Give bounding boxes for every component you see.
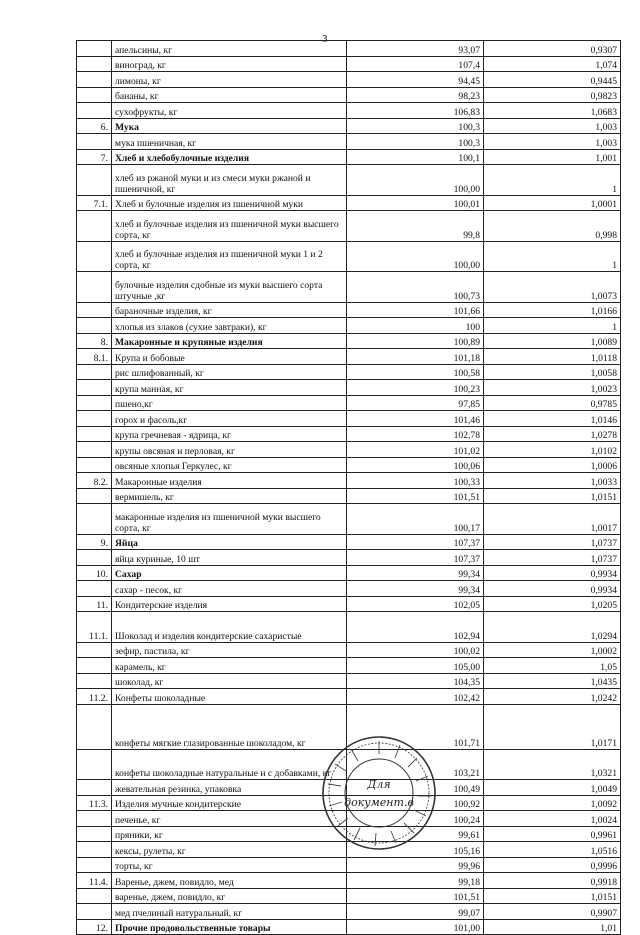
row-index-percent: 105,00 (347, 658, 484, 674)
row-coefficient: 1,0321 (484, 749, 621, 780)
row-name: конфеты мягкие глазированные шоколадом, кг (112, 704, 347, 749)
row-name: мука пшеничная, кг (112, 134, 347, 150)
row-index-percent: 100,00 (347, 165, 484, 196)
row-name: рис шлифованный, кг (112, 364, 347, 380)
page-number: 3 (322, 33, 328, 45)
table-row (77, 581, 621, 597)
row-coefficient: 1,0092 (484, 795, 621, 811)
row-index-percent: 100,06 (347, 457, 484, 473)
row-number (77, 488, 112, 504)
row-index-percent: 100,1 (347, 149, 484, 165)
row-number: 10. (77, 565, 112, 581)
row-name: хлопья из злаков (сухие завтраки), кг (112, 318, 347, 334)
row-index-percent: 98,23 (347, 87, 484, 103)
row-index-percent: 99,8 (347, 211, 484, 242)
row-index-percent: 102,05 (347, 596, 484, 612)
table-row (77, 488, 621, 504)
row-index-percent: 102,78 (347, 426, 484, 442)
row-name: зефир, пастила, кг (112, 642, 347, 658)
row-index-percent: 107,4 (347, 56, 484, 72)
row-index-percent: 99,18 (347, 873, 484, 889)
table-row (77, 658, 621, 674)
row-name: апельсины, кг (112, 41, 347, 57)
row-index-percent: 100 (347, 318, 484, 334)
row-name: карамель, кг (112, 658, 347, 674)
table-row (77, 673, 621, 689)
row-coefficient: 1,0242 (484, 689, 621, 705)
row-name: Сахар (112, 565, 347, 581)
row-index-percent: 100,73 (347, 272, 484, 303)
row-index-percent: 107,37 (347, 534, 484, 550)
row-index-percent: 106,83 (347, 103, 484, 119)
table-row (77, 333, 621, 349)
row-name: хлеб и булочные изделия из пшеничной муки 1 и 2 сорта, кг (112, 241, 347, 272)
row-name: пряники, кг (112, 826, 347, 842)
row-number: 8.2. (77, 473, 112, 489)
row-name: Кондитерские изделия (112, 596, 347, 612)
row-index-percent: 102,94 (347, 612, 484, 643)
row-name: шоколад, кг (112, 673, 347, 689)
table-row (77, 87, 621, 103)
row-number (77, 550, 112, 566)
row-number (77, 504, 112, 535)
row-number: 8.1. (77, 349, 112, 365)
row-number (77, 318, 112, 334)
row-index-percent: 99,61 (347, 826, 484, 842)
row-number (77, 811, 112, 827)
row-coefficient: 1,05 (484, 658, 621, 674)
row-index-percent: 101,46 (347, 411, 484, 427)
row-name: жевательная резинка, упаковка (112, 780, 347, 796)
table-row (77, 149, 621, 165)
row-coefficient: 1,0151 (484, 888, 621, 904)
row-name: Хлеб и хлебобулочные изделия (112, 149, 347, 165)
row-number (77, 673, 112, 689)
row-name: хлеб из ржаной муки и из смеси муки ржаной и пшеничной, кг (112, 165, 347, 196)
table-row (77, 504, 621, 535)
row-number (77, 780, 112, 796)
row-coefficient: 1,0737 (484, 550, 621, 566)
row-coefficient: 1,01 (484, 919, 621, 935)
row-name: торты, кг (112, 857, 347, 873)
row-name: Мука (112, 118, 347, 134)
row-index-percent: 100,92 (347, 795, 484, 811)
row-number (77, 380, 112, 396)
table-row (77, 565, 621, 581)
table-row (77, 550, 621, 566)
table-row (77, 302, 621, 318)
stamp-text-main: Для (367, 778, 391, 791)
row-coefficient: 1,0033 (484, 473, 621, 489)
row-number (77, 395, 112, 411)
row-index-percent: 100,3 (347, 134, 484, 150)
row-index-percent: 102,42 (347, 689, 484, 705)
row-number (77, 103, 112, 119)
row-name: конфеты шоколадные натуральные и с добавками, кг (112, 749, 347, 780)
row-number (77, 411, 112, 427)
row-index-percent: 97,85 (347, 395, 484, 411)
row-name: Изделия мучные кондитерские (112, 795, 347, 811)
row-number (77, 857, 112, 873)
row-name: варенье, джем, повидло, кг (112, 888, 347, 904)
row-index-percent: 100,02 (347, 642, 484, 658)
row-number: 11.1. (77, 612, 112, 643)
row-number: 9. (77, 534, 112, 550)
row-number (77, 302, 112, 318)
row-coefficient: 0,9785 (484, 395, 621, 411)
row-number (77, 241, 112, 272)
row-index-percent: 101,71 (347, 704, 484, 749)
table-row (77, 612, 621, 643)
row-name: виноград, кг (112, 56, 347, 72)
row-name: Варенье, джем, повидло, мед (112, 873, 347, 889)
row-coefficient: 1,074 (484, 56, 621, 72)
row-coefficient: 1,0516 (484, 842, 621, 858)
row-name: Макаронные изделия (112, 473, 347, 489)
row-coefficient: 1,0683 (484, 103, 621, 119)
row-index-percent: 104,35 (347, 673, 484, 689)
table-row (77, 411, 621, 427)
row-number (77, 56, 112, 72)
table-row (77, 534, 621, 550)
row-index-percent: 101,00 (347, 919, 484, 935)
row-coefficient: 0,9307 (484, 41, 621, 57)
table-row (77, 272, 621, 303)
table-row (77, 318, 621, 334)
row-coefficient: 0,998 (484, 211, 621, 242)
row-coefficient: 1,0435 (484, 673, 621, 689)
row-coefficient: 1,001 (484, 149, 621, 165)
row-coefficient: 0,9934 (484, 581, 621, 597)
row-coefficient: 1,0089 (484, 333, 621, 349)
table-row (77, 211, 621, 242)
row-number (77, 134, 112, 150)
row-coefficient: 1,0171 (484, 704, 621, 749)
table-row (77, 904, 621, 920)
row-name: яйца куриные, 10 шт (112, 550, 347, 566)
row-number (77, 72, 112, 88)
row-name: макаронные изделия из пшеничной муки высшего сорта, кг (112, 504, 347, 535)
row-number (77, 749, 112, 780)
row-coefficient: 0,9996 (484, 857, 621, 873)
row-coefficient: 0,9823 (484, 87, 621, 103)
row-name: Конфеты шоколадные (112, 689, 347, 705)
row-coefficient: 1,003 (484, 118, 621, 134)
row-number (77, 211, 112, 242)
row-index-percent: 107,37 (347, 550, 484, 566)
row-name: кексы, рулеты, кг (112, 842, 347, 858)
row-name: бараночные изделия, кг (112, 302, 347, 318)
row-coefficient: 1,0006 (484, 457, 621, 473)
table-row (77, 888, 621, 904)
table-row (77, 72, 621, 88)
row-number (77, 904, 112, 920)
row-index-percent: 100,23 (347, 380, 484, 396)
table-row (77, 118, 621, 134)
row-number (77, 426, 112, 442)
row-number (77, 642, 112, 658)
table-row (77, 395, 621, 411)
row-coefficient: 1,0058 (484, 364, 621, 380)
row-number (77, 888, 112, 904)
row-name: крупа манная, кг (112, 380, 347, 396)
table-row (77, 364, 621, 380)
row-coefficient: 1,0073 (484, 272, 621, 303)
row-coefficient: 0,9907 (484, 904, 621, 920)
row-number (77, 272, 112, 303)
row-name: Шоколад и изделия кондитерские сахаристые (112, 612, 347, 643)
row-index-percent: 94,45 (347, 72, 484, 88)
row-coefficient: 1,0118 (484, 349, 621, 365)
table-row (77, 56, 621, 72)
table-row (77, 642, 621, 658)
row-index-percent: 100,17 (347, 504, 484, 535)
row-index-percent: 100,00 (347, 241, 484, 272)
table-row (77, 195, 621, 211)
row-name: Хлеб и булочные изделия из пшеничной муки (112, 195, 347, 211)
row-coefficient: 1,0278 (484, 426, 621, 442)
table-row (77, 241, 621, 272)
row-coefficient: 1,0023 (484, 380, 621, 396)
row-name: хлеб и булочные изделия из пшеничной муки высшего сорта, кг (112, 211, 347, 242)
table-row (77, 457, 621, 473)
row-number: 11.4. (77, 873, 112, 889)
table-row (77, 41, 621, 57)
row-coefficient: 1,003 (484, 134, 621, 150)
row-coefficient: 1,0017 (484, 504, 621, 535)
row-coefficient: 1,0205 (484, 596, 621, 612)
row-coefficient: 1,0294 (484, 612, 621, 643)
row-index-percent: 93,07 (347, 41, 484, 57)
row-name: овсяные хлопья Геркулес, кг (112, 457, 347, 473)
row-number: 11.2. (77, 689, 112, 705)
row-number: 7. (77, 149, 112, 165)
row-index-percent: 100,33 (347, 473, 484, 489)
table-row (77, 473, 621, 489)
table-row (77, 596, 621, 612)
row-coefficient: 0,9445 (484, 72, 621, 88)
row-name: Яйца (112, 534, 347, 550)
table-row (77, 134, 621, 150)
row-coefficient: 1,0024 (484, 811, 621, 827)
row-number (77, 87, 112, 103)
row-number (77, 826, 112, 842)
row-coefficient: 0,9918 (484, 873, 621, 889)
row-coefficient: 0,9934 (484, 565, 621, 581)
table-row (77, 103, 621, 119)
row-coefficient: 0,9961 (484, 826, 621, 842)
row-name: пшено,кг (112, 395, 347, 411)
table-row (77, 349, 621, 365)
row-number: 12. (77, 919, 112, 935)
row-index-percent: 100,49 (347, 780, 484, 796)
row-number: 8. (77, 333, 112, 349)
table-row (77, 426, 621, 442)
row-coefficient: 1,0146 (484, 411, 621, 427)
row-name: сахар - песок, кг (112, 581, 347, 597)
row-number (77, 364, 112, 380)
row-number (77, 842, 112, 858)
stamp-text-sub: документ.в (344, 796, 414, 809)
row-coefficient: 1,0151 (484, 488, 621, 504)
row-index-percent: 100,24 (347, 811, 484, 827)
row-name: лимоны, кг (112, 72, 347, 88)
row-coefficient: 1,0102 (484, 442, 621, 458)
row-index-percent: 99,34 (347, 581, 484, 597)
row-number (77, 442, 112, 458)
table-row (77, 442, 621, 458)
round-seal-stamp (320, 734, 438, 852)
row-coefficient: 1,0002 (484, 642, 621, 658)
row-name: бананы, кг (112, 87, 347, 103)
row-number (77, 581, 112, 597)
row-number: 7.1. (77, 195, 112, 211)
row-name: печенье, кг (112, 811, 347, 827)
row-name: мед пчелиный натуральный, кг (112, 904, 347, 920)
row-name: сухофрукты, кг (112, 103, 347, 119)
table-row (77, 689, 621, 705)
row-name: Крупа и бобовые (112, 349, 347, 365)
row-name: булочные изделия сдобные из муки высшего сорта штучные ,кг (112, 272, 347, 303)
row-name: крупа гречневая - ядрица, кг (112, 426, 347, 442)
row-number: 6. (77, 118, 112, 134)
row-index-percent: 101,51 (347, 488, 484, 504)
row-index-percent: 103,21 (347, 749, 484, 780)
row-coefficient: 1 (484, 165, 621, 196)
row-index-percent: 101,51 (347, 888, 484, 904)
row-number (77, 658, 112, 674)
row-index-percent: 100,3 (347, 118, 484, 134)
row-coefficient: 1,0737 (484, 534, 621, 550)
row-index-percent: 101,66 (347, 302, 484, 318)
row-coefficient: 1 (484, 318, 621, 334)
row-index-percent: 105,16 (347, 842, 484, 858)
row-number: 11.3. (77, 795, 112, 811)
table-row (77, 873, 621, 889)
row-coefficient: 1 (484, 241, 621, 272)
row-coefficient: 1,0049 (484, 780, 621, 796)
row-number: 11. (77, 596, 112, 612)
row-index-percent: 99,96 (347, 857, 484, 873)
row-name: Макаронные и крупяные изделия (112, 333, 347, 349)
row-number (77, 457, 112, 473)
table-row (77, 919, 621, 935)
row-name: вермишель, кг (112, 488, 347, 504)
row-index-percent: 100,01 (347, 195, 484, 211)
row-name: Прочие продовольственные товары (112, 919, 347, 935)
row-index-percent: 101,18 (347, 349, 484, 365)
table-row (77, 857, 621, 873)
row-name: крупы овсяная и перловая, кг (112, 442, 347, 458)
row-coefficient: 1,0166 (484, 302, 621, 318)
row-coefficient: 1,0001 (484, 195, 621, 211)
row-index-percent: 99,34 (347, 565, 484, 581)
row-number (77, 704, 112, 749)
row-index-percent: 99,07 (347, 904, 484, 920)
row-index-percent: 101,02 (347, 442, 484, 458)
row-index-percent: 100,89 (347, 333, 484, 349)
row-number (77, 41, 112, 57)
table-row (77, 380, 621, 396)
row-name: горох и фасоль,кг (112, 411, 347, 427)
table-row (77, 165, 621, 196)
row-index-percent: 100,58 (347, 364, 484, 380)
row-number (77, 165, 112, 196)
